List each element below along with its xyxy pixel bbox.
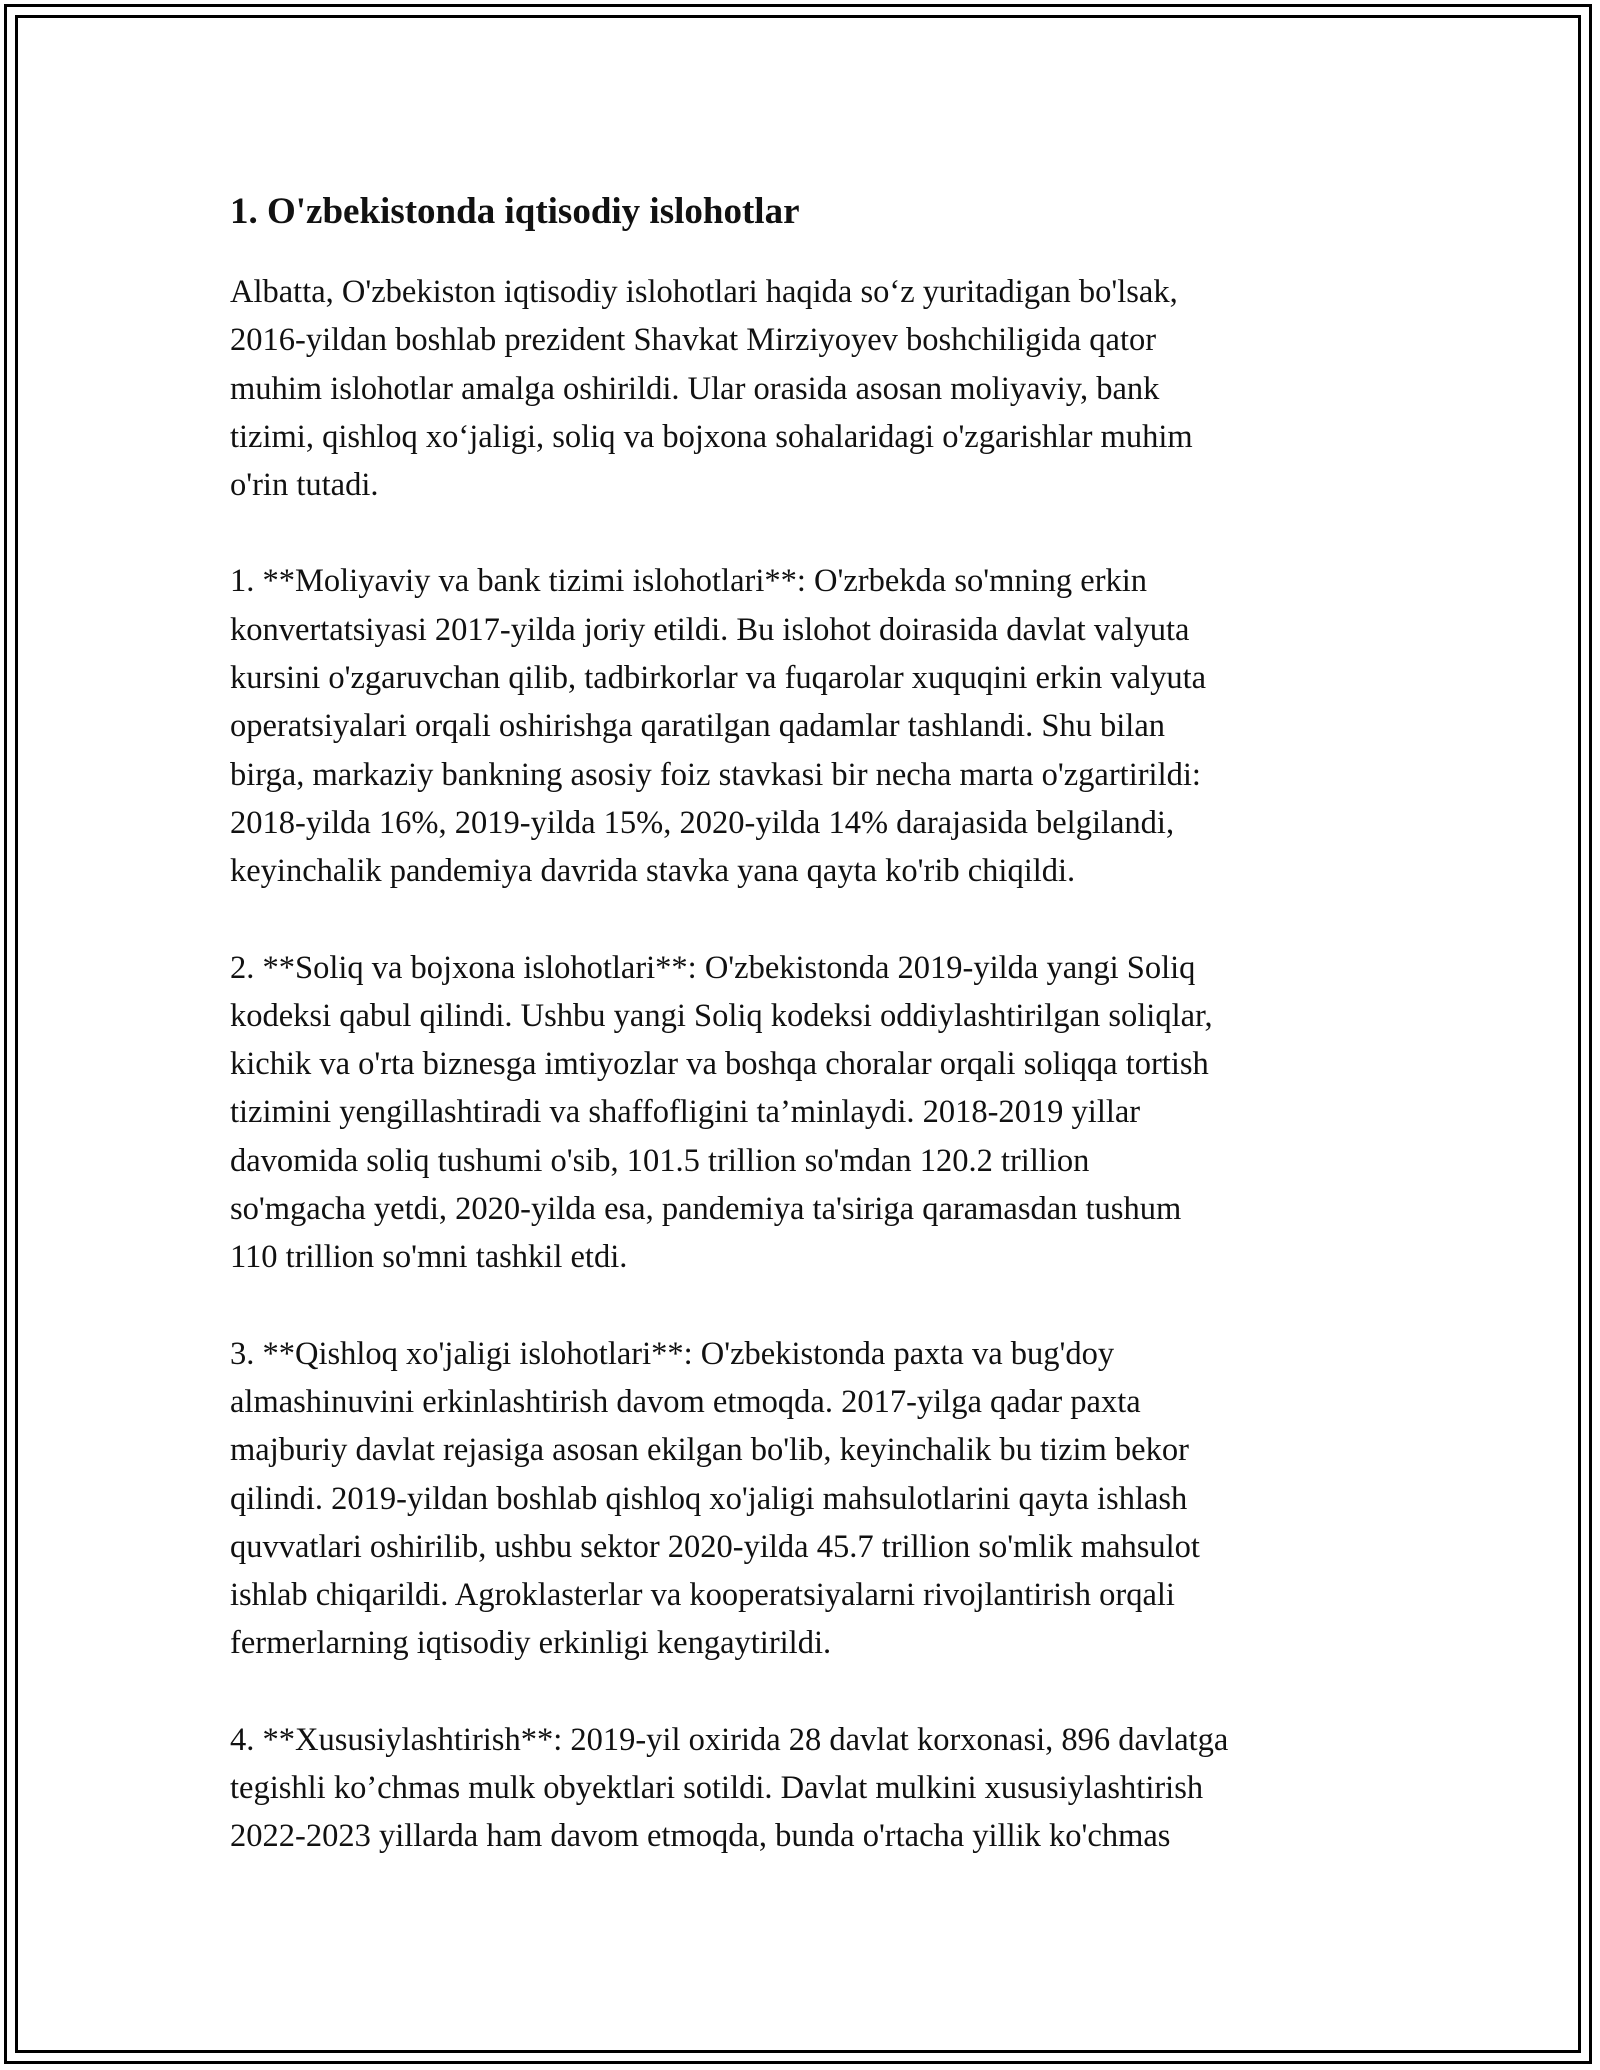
paragraph-finance-banking: 1. **Moliyaviy va bank tizimi islohotlari**: O'zrbekda so'mning erkin konvertatsiyasi 2017-yilda joriy etildi. Bu islohot doirasida davlat valyuta kursini o'zgaruvchan qilib, tadbirkorlar va fuqarolar xuquqini erkin valyuta operatsiyalari orqali oshirishga qaratilgan qadamlar tashlandi. Shu bilan birga, markaziy bankning asosiy foiz stavkasi bir necha marta o'zgartirildi: 2018-yilda 16%, 2019-yilda 15%, 2020-yilda 14% darajasida belgilandi, keyinchalik pandemiya davrida stavka yana qayta ko'rib chiqildi. xyxy=(230,563,1207,890)
section-heading: 1. O'zbekistonda iqtisodiy islohotlar xyxy=(230,191,800,232)
paragraph-agriculture: 3. **Qishloq xo'jaligi islohotlari**: O'zbekistonda paxta va bug'doy almashinuvini erkinlashtirish davom etmoqda. 2017-yilga qadar paxta majburiy davlat rejasiga asosan ekilgan bo'lib, keyinchalik bu tizim bekor qilindi. 2019-yildan boshlab qishloq xo'jaligi mahsulotlarini qayta ishlash quvvatlari oshirilib, ushbu sektor 2020-yilda 45.7 trillion so'mlik mahsulot ishlab chiqarildi. Agroklasterlar va kooperatsiyalarni rivojlantirish orqali fermerlarning iqtisodiy erkinligi kengaytirildi. xyxy=(230,1335,1200,1662)
document-body xyxy=(230,184,1380,1909)
paragraph-privatization: 4. **Xususiylashtirish**: 2019-yil oxirida 28 davlat korxonasi, 896 davlatga tegishli ko’chmas mulk obyektlari sotildi. Davlat mulkini xususiylashtirish 2022-2023 yillarda ham davom etmoqda, bunda o'rtacha yillik ko'chmas xyxy=(230,1721,1229,1855)
paragraph-tax-customs: 2. **Soliq va bojxona islohotlari**: O'zbekistonda 2019-yilda yangi Soliq kodeksi qabul qilindi. Ushbu yangi Soliq kodeksi oddiylashtirilgan soliqlar, kichik va o'rta biznesga imtiyozlar va boshqa choralar orqali soliqqa tortish tizimini yengillashtiradi va shaffofligini ta’minlaydi. 2018-2019 yillar davomida soliq tushumi o'sib, 101.5 trillion so'mdan 120.2 trillion so'mgacha yetdi, 2020-yilda esa, pandemiya ta'siriga qaramasdan tushum 110 trillion so'mni tashkil etdi. xyxy=(230,949,1213,1276)
intro-paragraph: Albatta, O'zbekiston iqtisodiy islohotlari haqida so‘z yuritadigan bo'lsak, 2016-yildan boshlab prezident Shavkat Mirziyoyev boshchiligida qator muhim islohotlar amalga oshirildi. Ular orasida asosan moliyaviy, bank tizimi, qishloq xo‘jaligi, soliq va bojxona sohalaridagi o'zgarishlar muhim o'rin tutadi. xyxy=(230,274,1193,504)
